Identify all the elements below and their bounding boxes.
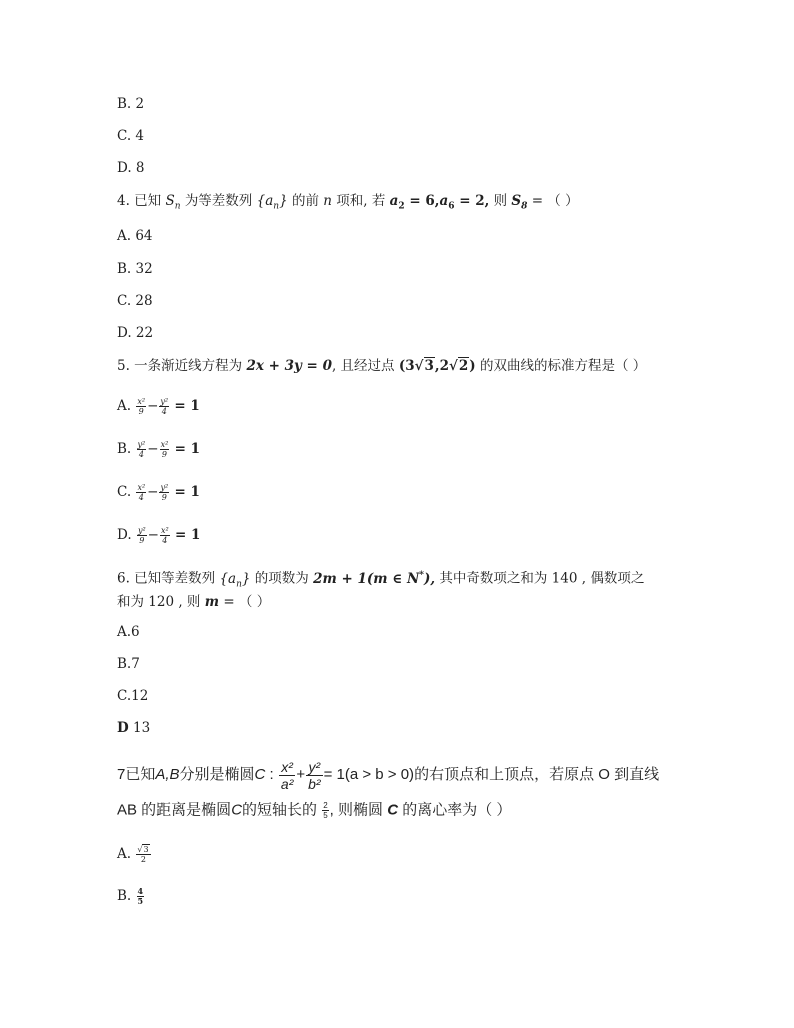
S-n: $S_n$ — [165, 193, 181, 212]
q3-option-d: D. 8 — [117, 160, 145, 176]
q6-stem-line2: 和为 120 , 则 m = （ ） — [117, 594, 271, 610]
q6-stem-line1: 6. 已知等差数列 $\{a_n\}$ 的项数为 2m + 1(m ∈ N*), 其中奇数项之和为 140 , 偶数项之 — [117, 570, 645, 590]
q5-option-b: B. $\frac{\text{y²}}{4}$ − $\frac{\text{x²}}{9}$ = 1 — [117, 440, 200, 459]
q7-option-a: A. $\frac{√3}{2}$ — [117, 845, 149, 864]
q4-option-a: A. 64 — [117, 228, 153, 244]
q4-option-c: C. 28 — [117, 293, 153, 309]
seq-an: $\{a_n\}$ — [256, 193, 288, 212]
q5-stem: 5. 一条渐近线方程为 2x + 3y = 0, 且经过点 (3√3,2√2) 的双曲线的标准方程是（ ） — [117, 358, 647, 374]
q4-option-d: D. 22 — [117, 325, 154, 341]
q3-option-c: C. 4 — [117, 128, 145, 144]
q4-condition: $a_2 = 6,a_6 = 2$, — [389, 193, 490, 212]
q5-option-d: D. $\frac{\text{y²}}{9}$ − $\frac{\text{x²}}{4}$ = 1 — [117, 526, 201, 545]
q6-option-d: D 13 — [117, 720, 151, 736]
q3-option-b: B. 2 — [117, 96, 145, 112]
S-8: $S_8$ — [511, 193, 528, 212]
q4-option-b: B. 32 — [117, 261, 153, 277]
q6-option-c: C.12 — [117, 688, 149, 704]
q5-option-c: C. $\frac{\text{x²}}{4}$ − $\frac{\text{y²}}{9}$ = 1 — [117, 483, 200, 502]
q7-option-b: B. $\frac{4}{5}$ — [117, 886, 144, 906]
q4-stem: 4. 已知 $S_n$ 为等差数列 $\{a_n\}$ 的前 n 项和, 若 $a_2 = 6,a_6 = 2$, 则 $S_8$ = （ ） — [117, 193, 579, 212]
q6-option-a: A.6 — [117, 624, 140, 640]
q7-stem-line1: 7已知A,B分别是椭圆C : $\frac{\text{x²}}{\text{a²}}$ + $\frac{\text{y²}}{\text{b²}}$ = 1(a > b > 0)的右顶点和上顶点，若原点 O 到直线 — [117, 758, 660, 792]
q5-point: (3√3,2√2) — [398, 358, 476, 374]
q7-stem-line2: AB 的距离是椭圆C的短轴长的 $\frac{2}{5}$ , 则椭圆 C 的离心率为（ ） — [117, 801, 512, 820]
q6-option-b: B.7 — [117, 656, 140, 672]
q5-option-a: A. $\frac{\text{x²}}{9}$ − $\frac{\text{y²}}{4}$ = 1 — [117, 397, 200, 416]
